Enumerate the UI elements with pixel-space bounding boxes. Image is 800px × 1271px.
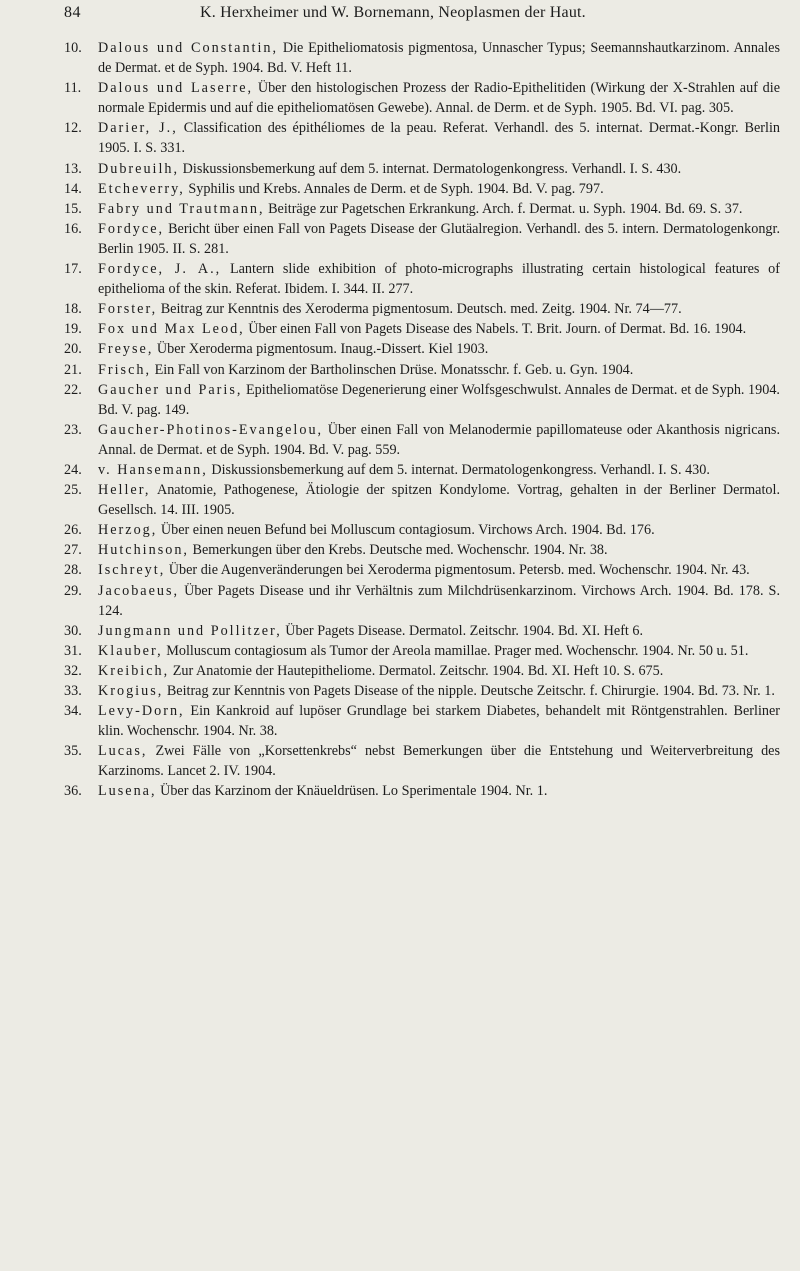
entry-author: Jacobaeus,	[98, 582, 180, 599]
entry-author: Fordyce,	[98, 220, 165, 237]
entry-text	[98, 179, 780, 199]
entry-author: Klauber,	[98, 642, 163, 659]
entry-number: 14.	[64, 180, 82, 197]
entry-author: Freyse,	[98, 341, 154, 358]
entry-number: 36.	[64, 783, 82, 800]
bibliography-entry	[0, 460, 800, 480]
entry-number: 18.	[64, 301, 82, 318]
entry-text	[98, 118, 780, 158]
bibliography-entry	[0, 781, 800, 801]
entry-author: Levy-Dorn,	[98, 703, 185, 720]
entry-citation: Über die Augenveränderungen bei Xeroderma pigmentosum. Petersb. med. Wochenschr. 1904. Nr. 43.	[165, 562, 750, 579]
entry-citation: Über den histologischen Prozess der Radio-Epithelitiden (Wirkung der X-Strahlen auf die normale Epidermis und auf die epitheliomatösen Gewebe). Annal. de Derm. et de Syph. 1905. Bd. VI. pag. 305.	[98, 80, 780, 117]
entry-number: 19.	[64, 321, 82, 338]
entry-author: Kreibich,	[98, 662, 170, 679]
entry-number: 26.	[64, 522, 82, 539]
entry-text	[98, 199, 780, 219]
entry-author: Gaucher und Paris,	[98, 381, 243, 398]
bibliography-entry	[0, 159, 800, 179]
bibliography-entry	[0, 520, 800, 540]
entry-number: 11.	[64, 80, 82, 97]
bibliography-entry	[0, 78, 800, 118]
bibliography-entry	[0, 581, 800, 621]
entry-number: 22.	[64, 381, 82, 398]
bibliography-entry	[0, 299, 800, 319]
entry-author: Krogius,	[98, 683, 164, 699]
entry-text	[98, 299, 780, 319]
bibliography-entry	[0, 661, 800, 681]
entry-author: Etcheverry,	[98, 180, 185, 197]
entry-number: 13.	[64, 160, 82, 177]
entry-number: 32.	[64, 662, 82, 679]
entry-citation: Beitrag zur Kenntnis des Xeroderma pigmentosum. Deutsch. med. Zeitg. 1904. Nr. 74—77.	[157, 301, 682, 318]
entry-author: Frisch,	[98, 361, 152, 378]
entry-author: Herzog,	[98, 522, 158, 539]
entry-number: 35.	[64, 743, 82, 760]
page-header	[0, 4, 800, 30]
bibliography-list	[0, 38, 800, 802]
entry-citation: Molluscum contagiosum als Tumor der Areola mamillae. Prager med. Wochenschr. 1904. Nr. 50 u. 51.	[162, 642, 749, 659]
entry-text	[98, 420, 780, 460]
entry-citation: Lantern slide exhibition of photo-micrographs illustrating certain histological features of epithelioma of the skin. Referat. Ibidem. I. 344. II. 277.	[98, 261, 780, 298]
entry-citation: Diskussionsbemerkung auf dem 5. internat. Dermatologenkongress. Verhandl. I. S. 430.	[179, 160, 682, 177]
entry-citation: Über das Karzinom der Knäueldrüsen. Lo Sperimentale 1904. Nr. 1.	[156, 783, 548, 800]
entry-text	[98, 480, 780, 520]
bibliography-entry	[0, 741, 800, 781]
entry-number: 30.	[64, 622, 82, 639]
bibliography-entry	[0, 38, 800, 78]
bibliography-entry	[0, 540, 800, 560]
entry-citation: Die Epitheliomatosis pigmentosa, Unnascher Typus; Seemannshautkarzinom. Annales de Dermat. et de Syph. 1904. Bd. V. Heft 11.	[98, 40, 780, 77]
bibliography-entry	[0, 641, 800, 661]
entry-citation: Über Pagets Disease. Dermatol. Zeitschr. 1904. Bd. XI. Heft 6.	[281, 622, 644, 639]
bibliography-entry	[0, 560, 800, 580]
entry-number: 17.	[64, 261, 82, 278]
entry-number: 10.	[64, 40, 82, 56]
entry-citation: Über einen Fall von Pagets Disease des Nabels. T. Brit. Journ. of Dermat. Bd. 16. 1904.	[244, 321, 747, 338]
entry-number: 12.	[64, 120, 82, 137]
bibliography-entry	[0, 179, 800, 199]
entry-author: Jungmann und Pollitzer,	[98, 622, 282, 639]
entry-text	[98, 38, 780, 78]
entry-citation: Beiträge zur Pagetschen Erkrankung. Arch. f. Dermat. u. Syph. 1904. Bd. 69. S. 37.	[264, 200, 743, 217]
entry-text	[98, 661, 780, 681]
bibliography-entry	[0, 380, 800, 420]
entry-author: Dubreuilh,	[98, 160, 180, 177]
entry-text	[98, 159, 780, 179]
entry-text	[98, 360, 780, 380]
bibliography-entry	[0, 701, 800, 741]
entry-text	[98, 641, 780, 661]
entry-citation: Ein Kankroid auf lupöser Grundlage bei starkem Diabetes, behandelt mit Röntgenstrahlen. Berliner klin. Wochenschr. 1904. Nr. 38.	[98, 703, 780, 740]
entry-citation: Anatomie, Pathogenese, Ätiologie der spitzen Kondylome. Vortrag, gehalten in der Berliner Dermatol. Gesellsch. 14. III. 1905.	[98, 482, 780, 519]
entry-number: 28.	[64, 562, 82, 579]
entry-citation: Über einen Fall von Melanodermie papillomateuse oder Akanthosis nigricans. Annal. de Dermat. et de Syph. 1904. Bd. V. pag. 559.	[98, 421, 780, 458]
entry-number: 29.	[64, 582, 82, 599]
entry-text	[98, 219, 780, 259]
entry-number: 21.	[64, 361, 82, 378]
entry-number: 31.	[64, 642, 82, 659]
entry-author: Darier, J.,	[98, 120, 178, 137]
entry-citation: Über einen neuen Befund bei Molluscum contagiosum. Virchows Arch. 1904. Bd. 176.	[157, 522, 655, 539]
entry-text	[98, 339, 780, 359]
entry-text	[98, 681, 780, 701]
entry-citation: Zwei Fälle von „Korsettenkrebs“ nebst Bemerkungen über die Entstehung und Weiterverbreitung des Karzinoms. Lancet 2. IV. 1904.	[98, 743, 780, 780]
entry-number: 27.	[64, 542, 82, 559]
entry-citation: Bemerkungen über den Krebs. Deutsche med. Wochenschr. 1904. Nr. 38.	[188, 542, 608, 559]
entry-text	[98, 520, 780, 540]
entry-citation: Ein Fall von Karzinom der Bartholinschen Drüse. Monatsschr. f. Geb. u. Gyn. 1904.	[151, 361, 634, 378]
bibliography-entry	[0, 199, 800, 219]
bibliography-entry	[0, 480, 800, 520]
entry-citation: Syphilis und Krebs. Annales de Derm. et de Syph. 1904. Bd. V. pag. 797.	[184, 180, 604, 197]
entry-text	[98, 701, 780, 741]
entry-author: Fox und Max Leod,	[98, 321, 245, 338]
entry-text	[98, 259, 780, 299]
entry-author: Fabry und Trautmann,	[98, 200, 265, 217]
entry-citation: Zur Anatomie der Hautepitheliome. Dermatol. Zeitschr. 1904. Bd. XI. Heft 10. S. 675.	[169, 662, 664, 679]
entry-number: 34.	[64, 703, 82, 720]
entry-author: Heller,	[98, 482, 151, 499]
entry-author: Dalous und Constantin,	[98, 40, 279, 56]
entry-citation: Über Pagets Disease und ihr Verhältnis zum Milchdrüsenkarzinom. Virchows Arch. 1904. Bd. 178. S. 124.	[98, 582, 780, 619]
entry-text	[98, 741, 780, 781]
entry-text	[98, 380, 780, 420]
entry-citation: Bericht über einen Fall von Pagets Disease der Glutäalregion. Verhandl. des 5. intern. Dermatologenkongr. Berlin 1905. II. S. 281.	[98, 220, 780, 257]
entry-author: Dalous und Laserre,	[98, 80, 254, 97]
bibliography-entry	[0, 621, 800, 641]
entry-number: 25.	[64, 482, 82, 499]
bibliography-entry	[0, 118, 800, 158]
bibliography-entry	[0, 319, 800, 339]
entry-text	[98, 560, 780, 580]
entry-author: Forster,	[98, 301, 158, 318]
entry-text	[98, 581, 780, 621]
entry-author: Lusena,	[98, 783, 157, 800]
bibliography-entry	[0, 681, 800, 701]
entry-text	[98, 781, 780, 801]
entry-citation: Diskussionsbemerkung auf dem 5. internat. Dermatologenkongress. Verhandl. I. S. 430.	[207, 461, 710, 478]
running-head: K. Herxheimer und W. Bornemann, Neoplasmen der Haut.	[200, 4, 586, 21]
entry-author: Fordyce, J. A.,	[98, 261, 222, 278]
entry-citation: Beitrag zur Kenntnis von Pagets Disease of the nipple. Deutsche Zeitschr. f. Chirurgie. 1904. Bd. 73. Nr. 1.	[163, 683, 775, 699]
entry-number: 23.	[64, 421, 82, 438]
entry-number: 24.	[64, 461, 82, 478]
entry-text	[98, 460, 780, 480]
entry-number: 20.	[64, 341, 82, 358]
entry-author: Lucas,	[98, 743, 148, 760]
page-number: 84	[64, 4, 81, 21]
entry-author: Gaucher-Photinos-Evangelou,	[98, 421, 324, 438]
entry-author: Hutchinson,	[98, 542, 189, 559]
entry-number: 15.	[64, 200, 82, 217]
entry-citation: Epitheliomatöse Degenerierung einer Wolfsgeschwulst. Annales de Dermat. et de Syph. 1904. Bd. V. pag. 149.	[98, 381, 780, 418]
bibliography-entry	[0, 259, 800, 299]
entry-text	[98, 319, 780, 339]
entry-citation: Über Xeroderma pigmentosum. Inaug.-Dissert. Kiel 1903.	[153, 341, 489, 358]
bibliography-entry	[0, 339, 800, 359]
entry-author: v. Hansemann,	[98, 461, 208, 478]
entry-text	[98, 540, 780, 560]
entry-number: 33.	[64, 683, 82, 699]
bibliography-entry	[0, 420, 800, 460]
entry-number: 16.	[64, 220, 82, 237]
bibliography-entry	[0, 360, 800, 380]
entry-author: Ischreyt,	[98, 562, 166, 579]
entry-text	[98, 621, 780, 641]
entry-citation: Classification des épithéliomes de la peau. Referat. Verhandl. des 5. internat. Dermat.-Kongr. Berlin 1905. I. S. 331.	[98, 120, 780, 157]
entry-text	[98, 78, 780, 118]
bibliography-entry	[0, 219, 800, 259]
